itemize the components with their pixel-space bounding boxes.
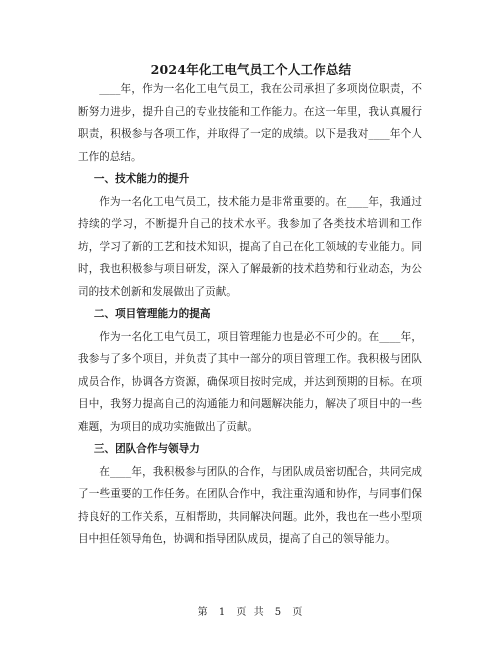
footer-current-page: 1 [218,607,228,618]
section-heading-project-management: 二、项目管理能力的提高 [93,308,211,320]
section-body-technical: 作为一名化工电气员工，技术能力是非常重要的。在____年，我通过持续的学习，不断提升自己的技术水平。我参加了各类技术培训和工作坊，学习了新的工艺和技术知识，提高了自己在化工领域的专业能力。同时，我也积极参与项目研发，深入了解最新的技术趋势和行业动态，为公司的技术创新和发展做出了贡献。 [78,195,422,298]
footer-middle: 页 共 [236,607,266,618]
section-body-project-management: 作为一名化工电气员工，项目管理能力也是必不可少的。在____年，我参与了多个项目，并负责了其中一部分的项目管理工作。我积极与团队成员合作，协调各方资源，确保项目按时完成，并达到预期的目标。在项目中，我努力提高自己的沟通能力和问题解决能力，解决了项目中的一些难题，为项目的成功实施做出了贡献。 [78,330,422,433]
footer-total-pages: 5 [274,607,284,618]
footer-suffix: 页 [292,607,305,618]
document-body [78,78,422,551]
intro-paragraph: ____年，作为一名化工电气员工，我在公司承担了多项岗位职责，不断努力进步，提升自己的专业技能和工作能力。在这一年里，我认真履行职责，积极参与各项工作，并取得了一定的成绩。以下是我对____年个人工作的总结。 [78,83,422,163]
page-footer [0,603,502,618]
footer-prefix: 第 [197,607,210,618]
section-body-teamwork: 在____年，我积极参与团队的合作，与团队成员密切配合，共同完成了一些重要的工作任务。在团队合作中，我注重沟通和协作，与同事们保持良好的工作关系，互相帮助，共同解决问题。此外，我也在一些小型项目中担任领导角色，协调和指导团队成员，提高了自己的领导能力。 [78,465,422,545]
section-heading-technical: 一、技术能力的提升 [93,173,190,185]
section-heading-teamwork: 三、团队合作与领导力 [93,443,200,455]
document-title: 2024年化工电气员工个人工作总结 [150,62,352,77]
